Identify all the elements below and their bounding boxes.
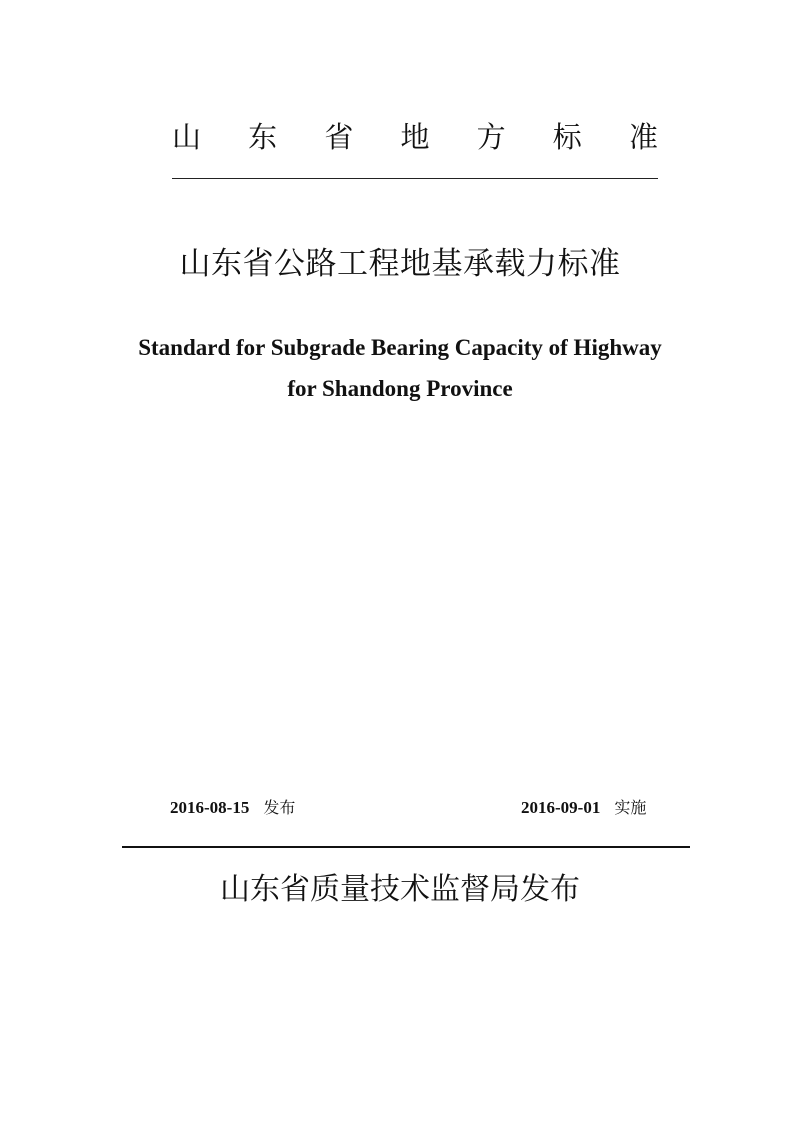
heading-char: 东 (248, 120, 278, 154)
document-title-english-line2: for Shandong Province (287, 376, 513, 401)
header-divider (172, 178, 658, 179)
heading-char: 省 (324, 120, 354, 154)
footer-divider (122, 846, 690, 848)
issue-label: 发布 (263, 798, 296, 817)
heading-char: 山 (172, 120, 202, 154)
heading-char: 地 (400, 120, 430, 154)
publisher-name: 山东省质量技术监督局发布 (220, 872, 580, 907)
implementation-date-block (521, 794, 646, 822)
document-title-chinese: 山东省公路工程地基承载力标准 (179, 246, 621, 282)
heading-char: 准 (628, 120, 658, 154)
heading-char: 标 (552, 120, 582, 154)
document-title-english-line1: Standard for Subgrade Bearing Capacity of Highway (138, 335, 662, 360)
heading-char: 方 (476, 120, 506, 154)
issue-date: 2016-08-15 (170, 798, 250, 817)
issue-date-block (170, 794, 295, 822)
implementation-date: 2016-09-01 (521, 798, 601, 817)
standard-category-heading (172, 114, 658, 160)
implementation-label: 实施 (614, 798, 647, 817)
